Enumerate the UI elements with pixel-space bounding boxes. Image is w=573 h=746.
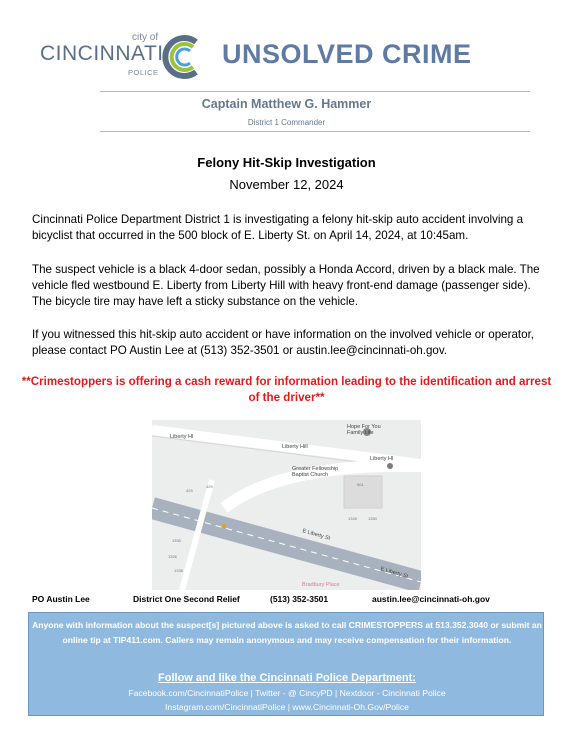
suspect-vehicle-paragraph: The suspect vehicle is a black 4-door sedan, possibly a Honda Accord, driven by a black male. The vehicle fled westbound E. Liberty from Liberty Hill with heavy front-end damage (passenger side). The bicycle tire may have left a sticky substance on the vehicle. [32, 263, 540, 308]
reward-notice: **Crimestoppers is offering a cash reward for information leading to the identification and arrest of the driver** [21, 375, 552, 404]
map-number: 1330 [172, 538, 181, 543]
map-label: Liberty Hl [370, 456, 394, 462]
header-divider-top [100, 91, 530, 92]
contact-officer: PO Austin Lee [32, 594, 90, 604]
crimestoppers-text: Anyone with information about the suspect[s] pictured above is asked to call CRIMESTOPPERS at 513.352.3040 or submit an online tip at TIP411.com. Callers may remain anonymous and may receive compensation for their information. [32, 620, 542, 645]
logo-c-emblem-icon [160, 32, 206, 82]
map-number: 429 [206, 484, 213, 489]
map-label: Bradbury Place [302, 582, 340, 588]
map-number: 1350 [368, 516, 377, 521]
map-number: 1345 [348, 516, 357, 521]
logo-city-text: city of [132, 32, 159, 43]
map-number: 425 [186, 488, 193, 493]
contact-unit: District One Second Relief [133, 594, 240, 604]
incident-map [152, 420, 421, 590]
map-label: E Liberty St [301, 528, 331, 542]
document-title: Felony Hit-Skip Investigation [197, 155, 376, 170]
commander-name: Captain Matthew G. Hammer [201, 97, 372, 111]
contact-phone: (513) 352-3501 [270, 594, 329, 604]
map-number: 501 [357, 482, 364, 487]
follow-title: Follow and like the Cincinnati Police Department: [158, 672, 416, 684]
cincinnati-police-logo [40, 32, 210, 82]
crimestoppers-info-box [28, 612, 544, 716]
logo-police-text: POLICE [128, 68, 159, 77]
header-divider-bottom [100, 131, 530, 132]
map-label: Liberty Hill [282, 444, 308, 450]
map-label: Greater Fellowship Baptist Church [292, 466, 339, 478]
social-links-line-2[interactable]: Instagram.com/CincinnatiPolice | www.Cincinnati-Oh.Gov/Police [165, 702, 409, 712]
contact-paragraph: If you witnessed this hit-skip auto accident or have information on the involved vehicle or operator, please contact PO Austin Lee at (513) 352-3501 or austin.lee@cincinnati-oh.gov. [32, 328, 535, 357]
page-title: UNSOLVED CRIME [222, 39, 472, 69]
map-number: 1326 [168, 554, 177, 559]
incident-paragraph: Cincinnati Police Department District 1 is investigating a felony hit-skip auto accident involving a bicyclist that occurred in the 500 block of E. Liberty St. on April 14, 2024, at 10:45am. [32, 213, 524, 242]
social-links-line-1[interactable]: Facebook.com/CincinnatiPolice | Twitter - @ CincyPD | Nextdoor - Cincinnati Police [128, 688, 446, 698]
map-label: Hope For You Family Life [347, 424, 381, 436]
map-number: 1336 [174, 568, 183, 573]
map-label: E Liberty St [379, 566, 409, 580]
commander-title: District 1 Commander [247, 118, 326, 127]
logo-main-text: CINCINNATI [40, 42, 164, 65]
document-date: November 12, 2024 [229, 177, 344, 192]
map-label: Liberty Hl [170, 434, 194, 440]
contact-email[interactable]: austin.lee@cincinnati-oh.gov [372, 594, 490, 604]
